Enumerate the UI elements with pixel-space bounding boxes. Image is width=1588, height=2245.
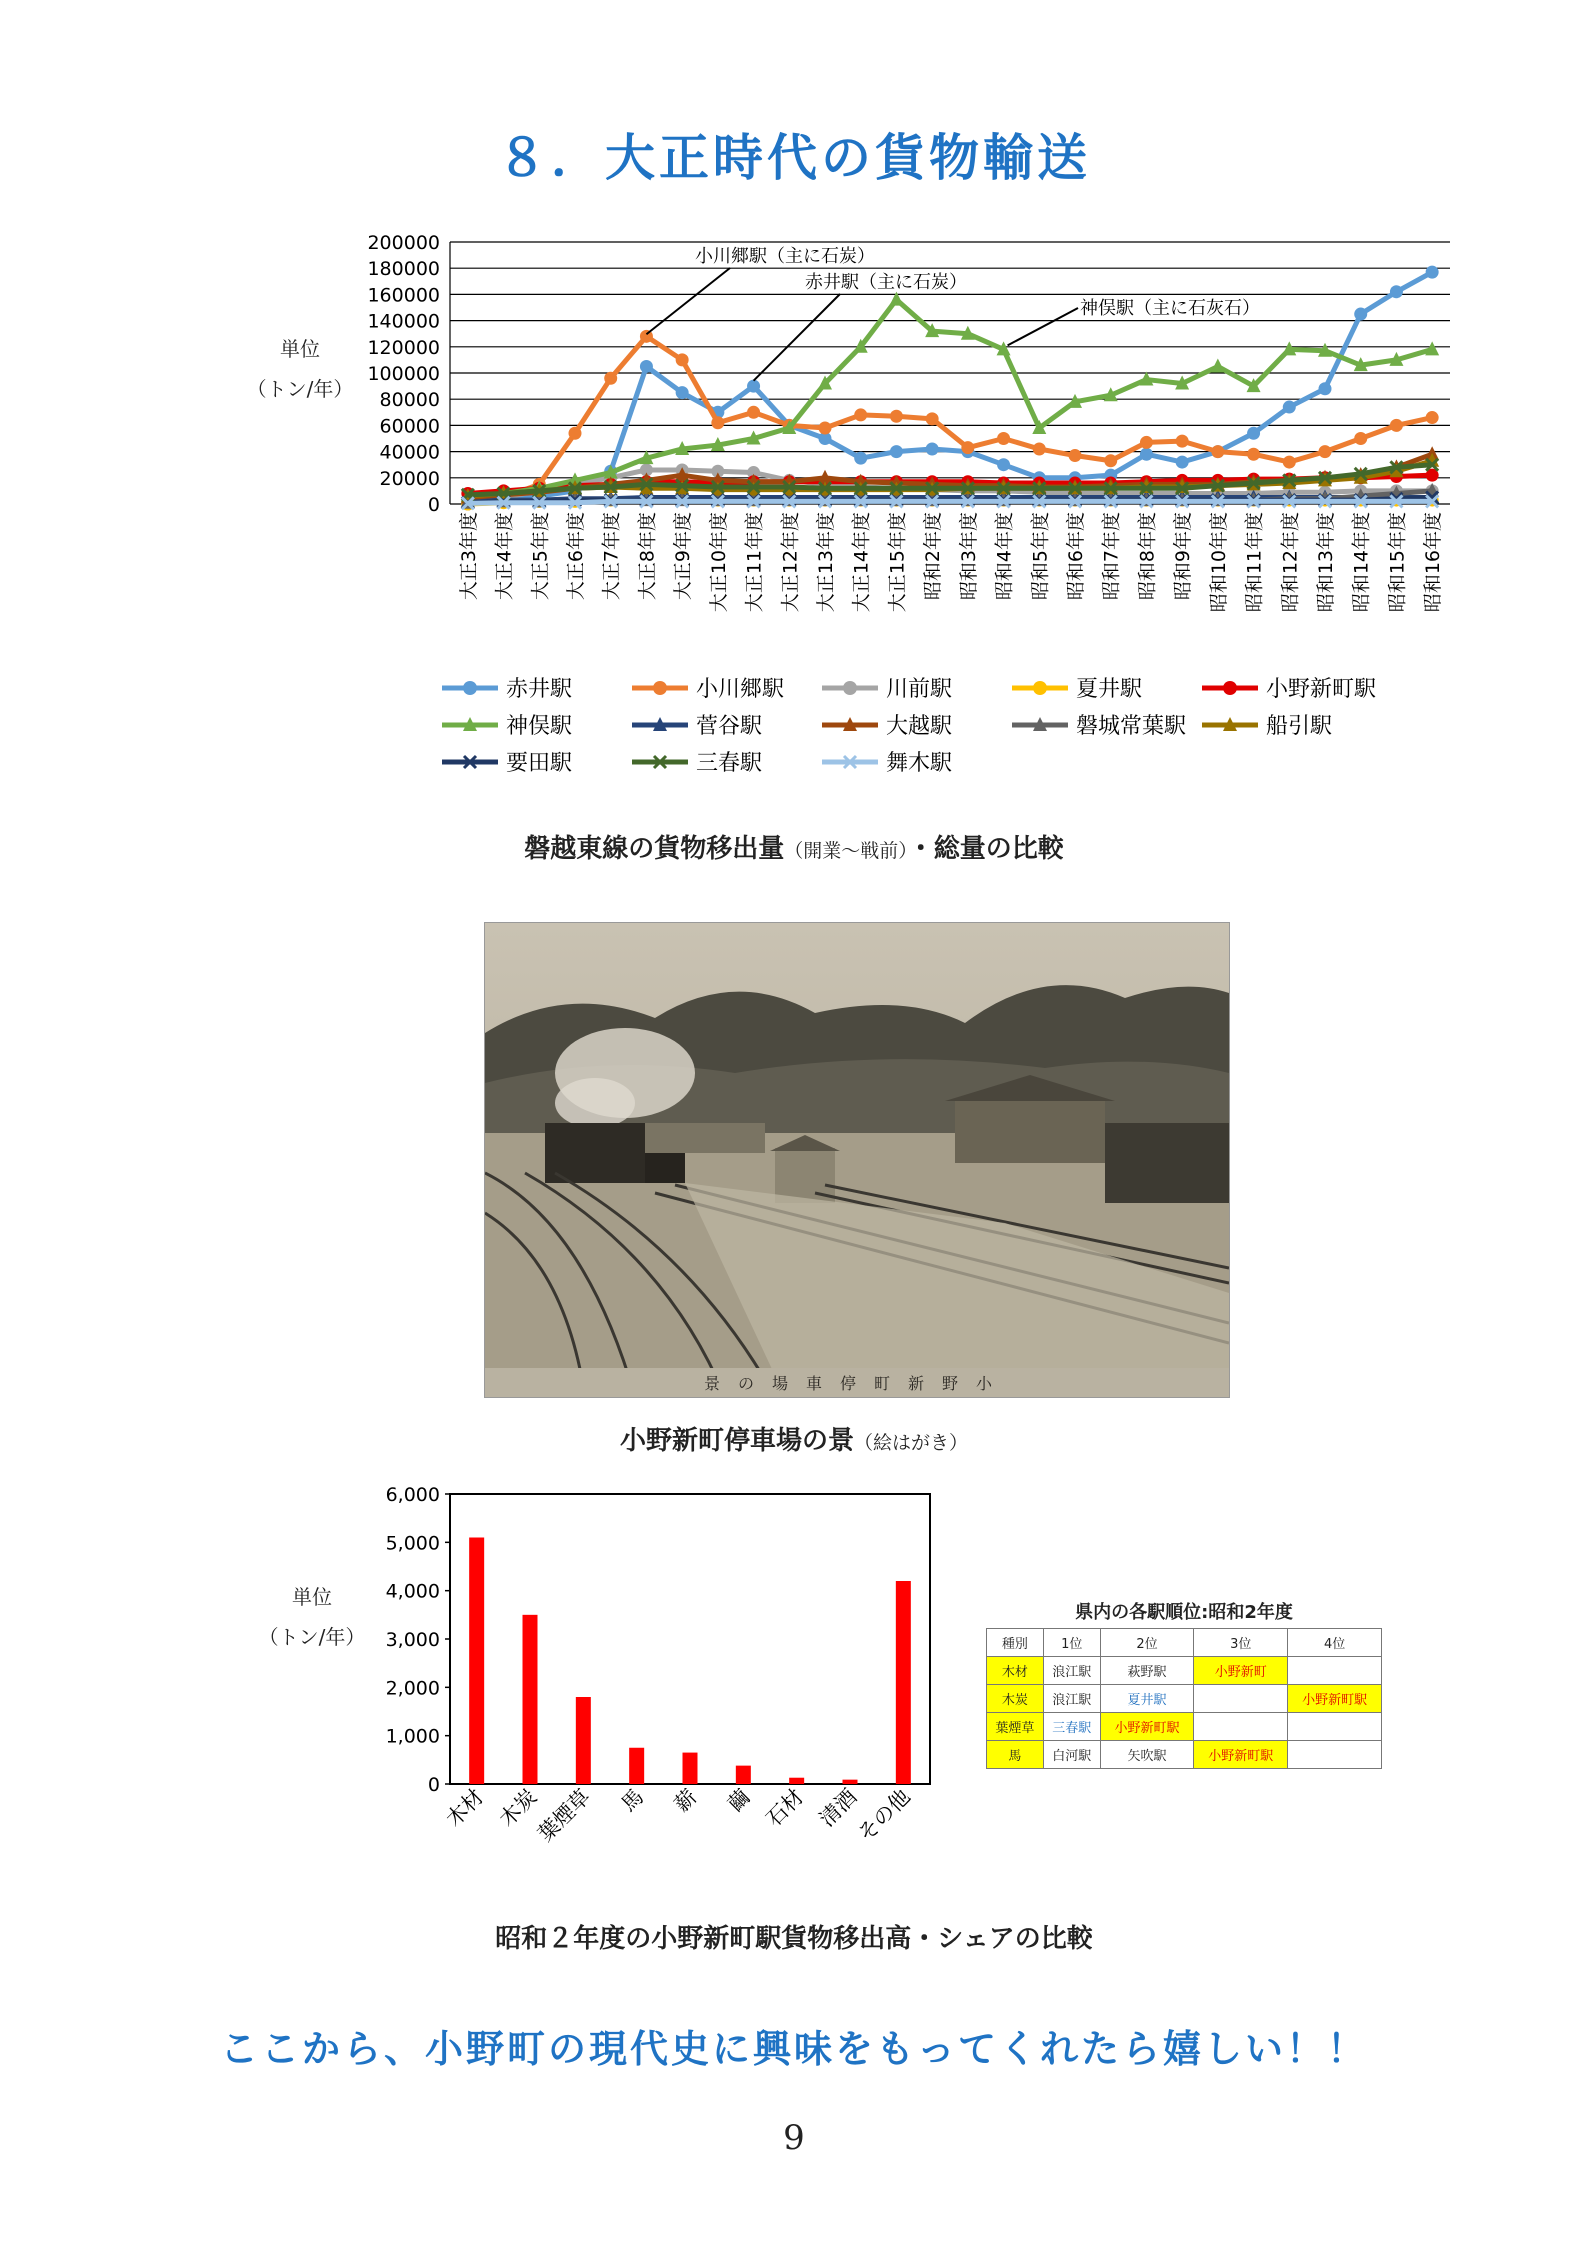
y-tick-label: 60000 bbox=[379, 415, 440, 438]
x-tick-label: 大正9年度 bbox=[672, 512, 695, 601]
x-tick-label: 葉煙草 bbox=[533, 1784, 595, 1847]
chart2-unit-label: 単位 bbox=[292, 1585, 332, 1609]
bar bbox=[469, 1538, 484, 1785]
bar bbox=[843, 1780, 858, 1784]
station-scene-illustration bbox=[485, 923, 1229, 1397]
data-point bbox=[926, 442, 939, 455]
data-point bbox=[926, 412, 939, 425]
x-tick-label: 清酒 bbox=[814, 1784, 862, 1832]
data-point bbox=[1319, 382, 1332, 395]
x-tick-label: 馬 bbox=[616, 1784, 649, 1817]
x-tick-label: 昭和2年度 bbox=[922, 512, 945, 601]
rank-cell-highlight: 小野新町駅 bbox=[1194, 1741, 1288, 1769]
header-cell: 4位 bbox=[1288, 1629, 1382, 1657]
data-point bbox=[1426, 411, 1439, 424]
data-point bbox=[1283, 401, 1296, 414]
legend-label: 川前駅 bbox=[886, 677, 953, 702]
x-tick-label: 木炭 bbox=[494, 1784, 542, 1832]
data-point bbox=[1211, 445, 1224, 458]
x-tick-label: 昭和4年度 bbox=[993, 512, 1016, 601]
y-tick-label: 6,000 bbox=[385, 1484, 440, 1506]
data-point bbox=[1247, 448, 1260, 461]
legend-label: 三春駅 bbox=[696, 751, 763, 776]
page-number: 9 bbox=[783, 2118, 805, 2158]
y-tick-label: 1,000 bbox=[385, 1725, 440, 1748]
category-cell: 馬 bbox=[987, 1741, 1044, 1769]
chart1-unit-label: 単位 bbox=[280, 337, 320, 361]
chart1-caption-tail: ・総量の比較 bbox=[907, 834, 1064, 864]
photo-caption-small: （絵はがき） bbox=[854, 1432, 969, 1454]
chart-annotation: 小川郷駅（主に石炭） bbox=[695, 246, 875, 267]
data-point bbox=[711, 416, 724, 429]
x-tick-label: 大正6年度 bbox=[565, 512, 587, 601]
legend-label: 夏井駅 bbox=[1076, 677, 1143, 702]
legend-marker bbox=[463, 681, 477, 695]
data-point bbox=[1390, 419, 1403, 432]
freight-line-chart bbox=[270, 228, 1480, 788]
postcard-photo bbox=[484, 922, 1230, 1398]
bar bbox=[523, 1615, 538, 1784]
rank-cell: 矢吹駅 bbox=[1100, 1741, 1194, 1769]
x-tick-label: 昭和9年度 bbox=[1172, 512, 1195, 601]
legend-marker bbox=[1223, 681, 1237, 695]
chart-annotation: 神俣駅（主に石灰石） bbox=[1080, 298, 1260, 319]
y-tick-label: 20000 bbox=[379, 467, 440, 490]
y-tick-label: 5,000 bbox=[385, 1532, 440, 1555]
y-tick-label: 3,000 bbox=[385, 1629, 440, 1651]
bar bbox=[576, 1697, 591, 1784]
rank-cell-highlight: 小野新町駅 bbox=[1288, 1685, 1382, 1713]
ranking-row bbox=[987, 1685, 1382, 1713]
bar bbox=[736, 1766, 751, 1784]
y-tick-label: 4,000 bbox=[385, 1580, 440, 1603]
x-tick-label: 大正3年度 bbox=[457, 512, 480, 601]
rank-cell: 浪江駅 bbox=[1043, 1657, 1100, 1685]
x-tick-label: 大正15年度 bbox=[886, 512, 909, 613]
ranking-row bbox=[987, 1741, 1382, 1769]
chart1-caption-small: （開業～戦前） bbox=[784, 840, 908, 862]
header-cell: 3位 bbox=[1194, 1629, 1288, 1657]
ranking-table bbox=[986, 1628, 1382, 1769]
annotation-arrow bbox=[754, 294, 840, 381]
header-cell: 1位 bbox=[1043, 1629, 1100, 1657]
legend-marker bbox=[843, 681, 857, 695]
y-tick-label: 40000 bbox=[379, 441, 440, 464]
data-point bbox=[604, 372, 617, 385]
legend-label: 小川郷駅 bbox=[696, 677, 785, 702]
rank-cell bbox=[1288, 1713, 1382, 1741]
x-tick-label: 大正5年度 bbox=[529, 512, 552, 601]
y-tick-label: 80000 bbox=[379, 389, 440, 412]
x-tick-label: 薪 bbox=[669, 1784, 702, 1817]
data-point bbox=[819, 422, 832, 435]
y-tick-label: 120000 bbox=[367, 336, 440, 359]
legend-label: 赤井駅 bbox=[506, 677, 573, 702]
data-point bbox=[1283, 456, 1296, 469]
rank-cell: 白河駅 bbox=[1043, 1741, 1100, 1769]
data-point bbox=[1426, 266, 1439, 279]
data-point bbox=[1140, 448, 1153, 461]
closing-message: ここから、小野町の現代史に興味をもってくれたら嬉しい！！ bbox=[219, 2027, 1368, 2071]
legend-label: 要田駅 bbox=[506, 751, 573, 776]
page-title: ８．大正時代の貨物輸送 bbox=[497, 129, 1091, 187]
photo-caption-main: 小野新町停車場の景 bbox=[619, 1426, 854, 1456]
x-tick-label: 大正7年度 bbox=[600, 512, 623, 601]
x-tick-label: 石材 bbox=[761, 1784, 809, 1832]
data-point bbox=[676, 386, 689, 399]
legend-label: 船引駅 bbox=[1266, 714, 1333, 739]
category-cell: 葉煙草 bbox=[987, 1713, 1044, 1741]
data-point bbox=[997, 432, 1010, 445]
x-tick-label: 木材 bbox=[441, 1784, 489, 1832]
legend-label: 神俣駅 bbox=[506, 714, 573, 739]
legend-marker bbox=[1033, 681, 1047, 695]
data-point bbox=[569, 427, 582, 440]
legend-label: 磐城常葉駅 bbox=[1076, 714, 1187, 739]
x-tick-label: 大正10年度 bbox=[707, 512, 730, 613]
bar bbox=[683, 1753, 698, 1784]
x-tick-label: 昭和5年度 bbox=[1029, 512, 1052, 601]
postcard-caption-text: 景の場車停町新野小 bbox=[703, 1374, 1010, 1393]
ranking-row bbox=[987, 1657, 1382, 1685]
legend-label: 菅谷駅 bbox=[696, 714, 763, 739]
rank-cell-highlight: 小野新町 bbox=[1194, 1657, 1288, 1685]
x-tick-label: その他 bbox=[853, 1784, 915, 1847]
chart1-caption-main: 磐越東線の貨物移出量 bbox=[524, 834, 785, 864]
category-cell: 木材 bbox=[987, 1657, 1044, 1685]
y-tick-label: 100000 bbox=[367, 363, 440, 385]
x-tick-label: 大正8年度 bbox=[636, 512, 659, 601]
ranking-row bbox=[987, 1713, 1382, 1741]
data-point bbox=[747, 406, 760, 419]
y-tick-label: 180000 bbox=[367, 258, 440, 281]
bar bbox=[789, 1778, 804, 1784]
y-tick-label: 140000 bbox=[367, 310, 440, 333]
ranking-header-row bbox=[987, 1629, 1382, 1657]
x-tick-label: 大正13年度 bbox=[815, 512, 837, 613]
annotation-arrow bbox=[646, 268, 730, 334]
x-tick-label: 大正12年度 bbox=[779, 512, 802, 613]
chart-annotation: 赤井駅（主に石炭） bbox=[805, 272, 967, 293]
x-tick-label: 昭和15年度 bbox=[1386, 512, 1409, 613]
x-tick-label: 繭 bbox=[723, 1784, 755, 1817]
data-point bbox=[889, 292, 903, 306]
chart2-caption: 昭和２年度の小野新町駅貨物移出高・シェアの比較 bbox=[495, 1924, 1093, 1954]
data-point bbox=[1176, 435, 1189, 448]
cargo-bar-chart bbox=[370, 1480, 950, 1900]
bar bbox=[896, 1581, 911, 1784]
ranking-table-title: 県内の各駅順位:昭和2年度 bbox=[1075, 1602, 1293, 1623]
rank-cell: 萩野駅 bbox=[1100, 1657, 1194, 1685]
data-point bbox=[1033, 442, 1046, 455]
x-tick-label: 昭和10年度 bbox=[1207, 512, 1230, 613]
x-tick-label: 大正14年度 bbox=[850, 512, 873, 613]
x-tick-label: 昭和12年度 bbox=[1279, 512, 1302, 613]
bar bbox=[629, 1748, 644, 1784]
rank-cell: 三春駅 bbox=[1043, 1713, 1100, 1741]
data-point bbox=[1354, 432, 1367, 445]
y-tick-label: 0 bbox=[427, 494, 440, 516]
x-tick-label: 昭和11年度 bbox=[1243, 512, 1266, 613]
chart2-unit-sub: （トン/年） bbox=[258, 1625, 366, 1649]
legend-marker bbox=[653, 681, 667, 695]
data-point bbox=[1104, 454, 1117, 467]
plot-frame bbox=[450, 1494, 930, 1784]
data-point bbox=[676, 353, 689, 366]
x-tick-label: 昭和16年度 bbox=[1422, 512, 1445, 613]
x-tick-label: 大正11年度 bbox=[743, 512, 766, 613]
rank-cell bbox=[1194, 1685, 1288, 1713]
x-tick-label: 昭和14年度 bbox=[1350, 512, 1373, 613]
rank-cell: 夏井駅 bbox=[1100, 1685, 1194, 1713]
x-tick-label: 昭和8年度 bbox=[1136, 512, 1159, 601]
x-tick-label: 昭和3年度 bbox=[957, 512, 980, 601]
data-point bbox=[1354, 308, 1367, 321]
data-point bbox=[890, 410, 903, 423]
data-point bbox=[854, 452, 867, 465]
data-point bbox=[854, 408, 867, 421]
data-point bbox=[890, 445, 903, 458]
chart1-unit-sub: （トン/年） bbox=[246, 377, 354, 401]
ranking-table-block bbox=[986, 1598, 1382, 1769]
data-point bbox=[1390, 285, 1403, 298]
x-tick-label: 大正4年度 bbox=[493, 512, 516, 601]
x-tick-label: 昭和13年度 bbox=[1315, 512, 1337, 613]
data-point bbox=[1069, 449, 1082, 462]
data-point bbox=[1211, 358, 1225, 372]
y-tick-label: 2,000 bbox=[385, 1677, 440, 1700]
header-cell: 種別 bbox=[987, 1629, 1044, 1657]
rank-cell bbox=[1288, 1741, 1382, 1769]
header-cell: 2位 bbox=[1100, 1629, 1194, 1657]
data-point bbox=[640, 360, 653, 373]
x-tick-label: 昭和7年度 bbox=[1100, 512, 1123, 601]
category-cell: 木炭 bbox=[987, 1685, 1044, 1713]
photo-caption bbox=[0, 1420, 1588, 1457]
legend-label: 舞木駅 bbox=[886, 751, 953, 776]
data-point bbox=[997, 458, 1010, 471]
rank-cell-highlight: 小野新町駅 bbox=[1100, 1713, 1194, 1741]
rank-cell bbox=[1288, 1657, 1382, 1685]
data-point bbox=[1140, 436, 1153, 449]
y-tick-label: 160000 bbox=[367, 284, 440, 307]
chart1-caption bbox=[0, 828, 1588, 865]
legend-label: 小野新町駅 bbox=[1266, 677, 1377, 702]
data-point bbox=[747, 380, 760, 393]
rank-cell: 浪江駅 bbox=[1043, 1685, 1100, 1713]
data-point bbox=[961, 441, 974, 454]
x-tick-label: 昭和6年度 bbox=[1065, 512, 1087, 601]
data-point bbox=[1247, 427, 1260, 440]
annotation-arrow bbox=[1008, 308, 1078, 345]
data-point bbox=[1319, 445, 1332, 458]
data-point bbox=[1176, 456, 1189, 469]
rank-cell bbox=[1194, 1713, 1288, 1741]
y-tick-label: 200000 bbox=[367, 232, 440, 254]
y-tick-label: 0 bbox=[427, 1774, 440, 1796]
legend-label: 大越駅 bbox=[886, 714, 953, 739]
